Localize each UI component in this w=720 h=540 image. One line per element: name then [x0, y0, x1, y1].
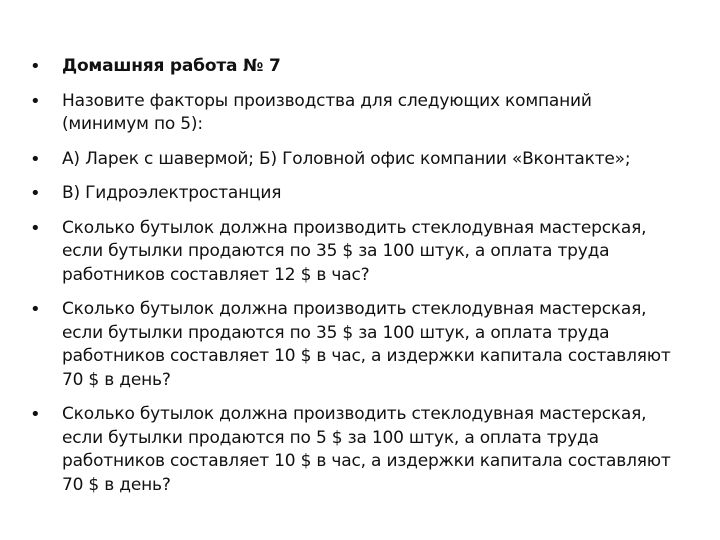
bullet-text-line: работников составляет 10 $ в час, а издержки капитала составляют: [62, 451, 671, 471]
bullet-text-line: Сколько бутылок должна производить стеклодувная мастерская,: [62, 404, 647, 424]
bullet-icon: •: [30, 90, 41, 112]
bullet-icon: •: [30, 217, 41, 239]
bullet-text-line: если бутылки продаются по 5 $ за 100 штук, а оплата труда: [62, 427, 599, 448]
bullet-item: [30, 298, 670, 392]
bullet-text-line: Назовите факторы производства для следующих компаний: [62, 90, 592, 111]
bullet-item: [30, 182, 670, 206]
bullet-text-line: А) Ларек с шавермой; Б) Головной офис компании «Вконтакте»;: [62, 148, 631, 169]
bullet-text-line: работников составляет 10 $ в час, а издержки капитала составляют: [62, 346, 671, 366]
bullet-text-line: Сколько бутылок должна производить стеклодувная мастерская,: [62, 217, 647, 238]
bullet-item: [30, 148, 670, 172]
bullet-icon: •: [30, 148, 41, 170]
bullet-text-line: 70 $ в день?: [62, 474, 171, 495]
bullet-text-line: Сколько бутылок должна производить стеклодувная мастерская,: [62, 299, 647, 319]
bullet-text-line: если бутылки продаются по 35 $ за 100 штук, а оплата труда: [62, 241, 610, 261]
homework-title: [30, 55, 670, 79]
bullet-icon: •: [30, 299, 41, 320]
bullet-text-line: работников составляет 12 $ в час?: [62, 264, 370, 285]
bullet-icon: •: [30, 183, 41, 204]
bullet-item: [30, 90, 670, 137]
bullet-text-line: если бутылки продаются по 35 $ за 100 штук, а оплата труда: [62, 322, 610, 343]
bullet-text-line: Домашняя работа № 7: [62, 56, 281, 76]
bullet-item: [30, 403, 670, 497]
bullet-icon: •: [30, 56, 41, 77]
bullet-text-line: В) Гидроэлектростанция: [62, 183, 282, 203]
bullet-text-line: 70 $ в день?: [62, 369, 171, 390]
homework-bullet-list: [30, 55, 670, 508]
bullet-item: [30, 217, 670, 288]
bullet-icon: •: [30, 404, 41, 425]
bullet-text-line: (минимум по 5):: [62, 114, 203, 134]
